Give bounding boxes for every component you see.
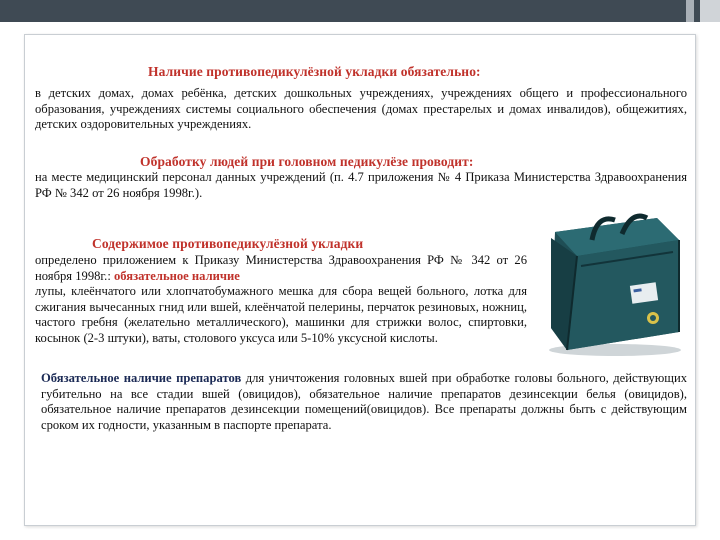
top-band [0, 0, 720, 22]
heading-kit-contents: Содержимое противопедикулёзной укладки [92, 236, 364, 251]
paragraph-kit-contents [35, 253, 527, 347]
heading-presence-required: Наличие противопедикулёзной укладки обязательно: [148, 64, 481, 79]
paragraph-institutions: в детских домах, домах ребёнка, детских дошкольных учреждениях, учреждениях общего и профессионального образования, учреждениях системы социального обеспечения (домах престарелых и домах инвалидов), общежитиях, детских оздоровительных учреждениях. [35, 86, 687, 132]
paragraph-medical-staff: на месте медицинский персонал данных учреждений (п. 4.7 приложения № 4 Приказа Министерства Здравоохранения РФ № 342 от 26 ноября 1998г.). [35, 170, 687, 200]
top-band-accent [686, 0, 694, 22]
heading-treatment-performed-by: Обработку людей при головном педикулёзе проводит: [140, 154, 474, 169]
preparations-text: для уничтожения головных вшей при обработке головы больного, действующих губительно на все стадии вшей (овицидов), обязательное наличие препаратов дезинсекции белья (овицидов), обязательное наличие препаратов дезинсекции помещений(овицидов). Все препараты должны быть с действующим сроком их годности, указанным в паспорте препарата. [41, 371, 687, 432]
top-band-accent-light [700, 0, 720, 22]
paragraph-required-preparations [41, 371, 687, 433]
preparations-emphasis: Обязательное наличие препаратов [41, 371, 242, 385]
kit-contents-emphasis: обязательное наличие [113, 268, 240, 283]
kit-contents-intro: определено приложением к Приказу Министерства Здравоохранения РФ № 342 от 26 ноября 1998г.: [35, 253, 527, 283]
kit-contents-list: лупы, клеёнчатого или хлопчатобумажного мешка для сбора вещей больного, лотка для сжигания вычесанных гнид или вшей, клеёнчатой пелерины, перчаток резиновых, ножниц, частого гребня (желательно металлического), машинки для стрижки волос, спиртовки, косынок (2-3 штуки), ваты, столового уксуса или 5-10% уксусной кислоты. [35, 284, 527, 345]
medical-bag-icon [537, 210, 687, 360]
